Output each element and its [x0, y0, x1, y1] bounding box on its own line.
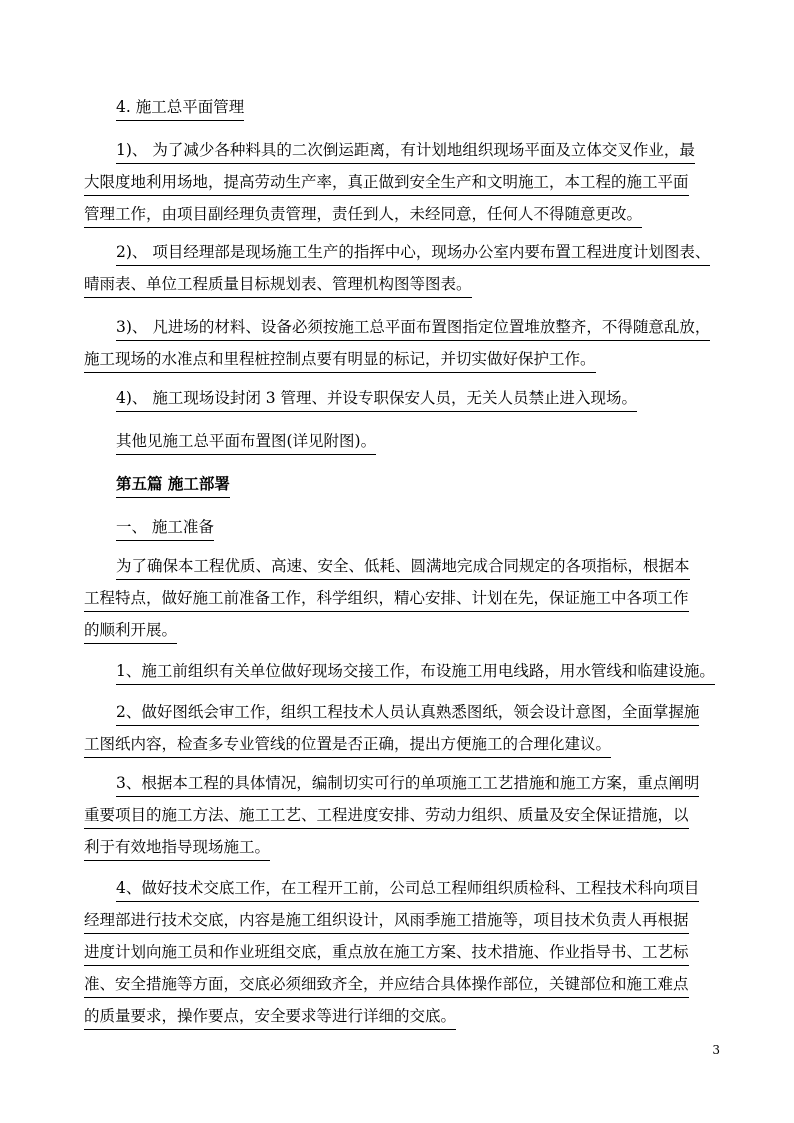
- section-heading: 一、 施工准备: [116, 516, 756, 550]
- paragraph-line: 2)、 项目经理部是现场施工生产的指挥中心，现场办公室内要布置工程进度计划图表、: [116, 241, 756, 275]
- paragraph-line: 为了确保本工程优质、高速、安全、低耗、圆满地完成合同规定的各项指标，根据本: [116, 555, 756, 589]
- paragraph-line: 3、根据本工程的具体情况，编制切实可行的单项施工工艺措施和施工方案，重点阐明: [116, 772, 756, 806]
- paragraph-line: 2、做好图纸会审工作，组织工程技术人员认真熟悉图纸，领会设计意图，全面掌握施: [116, 701, 756, 735]
- paragraph-line: 管理工作，由项目副经理负责管理，责任到人，未经同意，任何人不得随意更改。: [84, 203, 724, 237]
- paragraph-line: 3)、 凡进场的材料、设备必须按施工总平面布置图指定位置堆放整齐，不得随意乱放，: [116, 316, 756, 350]
- paragraph-line: 工图纸内容，检查多专业管线的位置是否正确，提出方便施工的合理化建议。: [84, 733, 724, 767]
- paragraph-line: 4、做好技术交底工作，在工程开工前，公司总工程师组织质检科、工程技术科向项目: [116, 877, 756, 911]
- paragraph-line: 经理部进行技术交底，内容是施工组织设计，风雨季施工措施等，项目技术负责人再根据: [84, 909, 724, 943]
- page-number: 3: [712, 1043, 720, 1057]
- paragraph-line: 1)、 为了减少各种料具的二次倒运距离，有计划地组织现场平面及立体交叉作业，最: [116, 139, 756, 173]
- paragraph-line: 大限度地利用场地，提高劳动生产率，真正做到安全生产和文明施工，本工程的施工平面: [84, 171, 724, 205]
- paragraph-line: 4)、 施工现场设封闭 3 管理、并设专职保安人员，无关人员禁止进入现场。: [116, 387, 756, 421]
- paragraph-line: 其他见施工总平面布置图(详见附图)。: [116, 430, 756, 464]
- paragraph-line: 1、施工前组织有关单位做好现场交接工作，布设施工用电线路，用水管线和临建设施。: [116, 660, 756, 694]
- chapter-heading: 第五篇 施工部署: [116, 473, 756, 507]
- paragraph-line: 的顺利开展。: [84, 619, 724, 653]
- paragraph-line: 进度计划向施工员和作业班组交底，重点放在施工方案、技术措施、作业指导书、工艺标: [84, 941, 724, 975]
- paragraph-line: 准、安全措施等方面，交底必须细致齐全，并应结合具体操作部位，关键部位和施工难点: [84, 973, 724, 1007]
- paragraph-line: 施工现场的水准点和里程桩控制点要有明显的标记，并切实做好保护工作。: [84, 348, 724, 382]
- paragraph-line: 重要项目的施工方法、施工工艺、工程进度安排、劳动力组织、质量及安全保证措施，以: [84, 804, 724, 838]
- paragraph-line: 晴雨表、单位工程质量目标规划表、管理机构图等图表。: [84, 273, 724, 307]
- paragraph-line: 利于有效地指导现场施工。: [84, 836, 724, 870]
- section-heading: 4. 施工总平面管理: [116, 96, 756, 130]
- paragraph-line: 的质量要求，操作要点，安全要求等进行详细的交底。: [84, 1005, 724, 1039]
- paragraph-line: 工程特点，做好施工前准备工作，科学组织，精心安排、计划在先，保证施工中各项工作: [84, 587, 724, 621]
